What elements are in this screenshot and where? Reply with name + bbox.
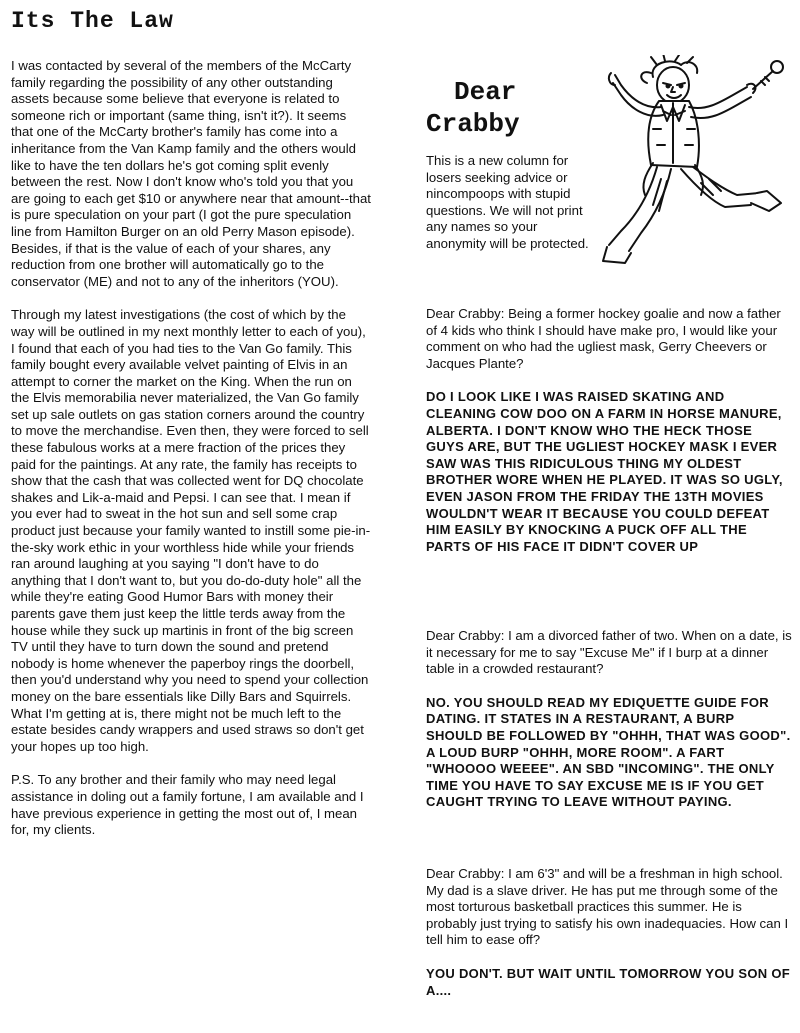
title-line-2: Crabby: [426, 109, 520, 139]
crabby-answer: NO. YOU SHOULD READ MY EDIQUETTE GUIDE FOR DATING. IT STATES IN A RESTAURANT, A BURP SHOULD BE FOLLOWED BY "OHHH, THAT WAS GOOD". A LOUD BURP "OHHH, MORE ROOM". A FART "WHOOOO WEEEE". AN SBD "INCOMING". THE ONLY TIME YOU HAVE TO SAY EXCUSE ME IS IF YOU GET CAUGHT TRYING TO LEAVE WITHOUT PAYING.: [426, 694, 791, 810]
qa-item: [426, 306, 792, 555]
body-paragraph-1: I was contacted by several of the members of the McCarty family regarding the possibility of any other outstanding assets because some believe that everyone is related to someone rich or important (same thing, isn't it?). It seems that one of the McCarty brother's family has come into a inheritance from the Van Kamp family and the others would like to have the ten dollars he's got coming split evenly between the rest. Now I don't know who's told you that you are going to each get $10 or anywhere near that amount--that is pure speculation on your part (I got the pure speculation line from Hamilton Burger on an old Perry Mason episode). Besides, if that is the value of each of your shares, any reduction from one brother will automatically go to the conservator (ME) and not to any of the inheritors (YOU).: [11, 58, 371, 289]
dear-crabby-title: [426, 76, 520, 140]
column-title: Its The Law: [11, 8, 174, 34]
reader-question: Dear Crabby: I am 6'3" and will be a freshman in high school. My dad is a slave driver. He has put me through some of the most torturous basketball practices this summer. He is probably just trying to satisfy his own inadequacies. How can I tell him to ease off?: [426, 866, 789, 948]
qa-item: [426, 866, 792, 999]
column-intro: This is a new column for losers seeking advice or nincompoops with stupid questions. We will not print any names so your anonymity will be protected.: [426, 153, 589, 251]
its-the-law-column: [11, 0, 371, 839]
crabby-answer: DO I LOOK LIKE I WAS RAISED SKATING AND CLEANING COW DOO ON A FARM IN HORSE MANURE, ALBERTA. I DON'T KNOW WHO THE HECK THOSE GUYS ARE, BUT THE UGLIEST HOCKEY MASK I EVER SAW WAS THIS RIDICULOUS THING MY OLDEST BROTHER WORE WHEN HE PLAYED. IT WAS SO UGLY, EVEN JASON FROM THE FRIDAY THE 13TH MOVIES WOULDN'T WEAR IT BECAUSE YOU COULD DEFEAT HIM EASILY BY KNOCKING A PUCK OFF ALL THE PARTS OF HIS FACE IT DIDN'T COVER UP: [426, 389, 783, 554]
reader-question: Dear Crabby: Being a former hockey goalie and now a father of 4 kids who think I should have make pro, I would like your comment on who had the ugliest mask, Gerry Cheevers or Jacques Plante?: [426, 306, 781, 371]
body-paragraph-2: Through my latest investigations (the cost of which by the way will be outlined in my next monthly letter to each of you), I found that each of you had ties to the Van Go family. This family bought every available velvet painting of Elvis in an attempt to corner the market on the King. When the run on the Elvis memorabilia never materialized, the Van Go family set up sale outlets on gas station corners around the country to move the merchandise. Even then, they were forced to sell these fabulous works at a mere fraction of the prices they paid for the paintings. At any rate, the family has receipts to show that the cash that was collected went for DQ chocolate shakes and Lik-a-maid and Pepsi. I can see that. I mean if you ever had to sweat in the hot sun and sell some crap product just because your family wanted to instill some pie-in-the-sky work ethic in your worthless hide while your friends ran around laughing at you saying "I don't have to do anything that I don't want to, but you do-do-duty hole" all the while they're eating Good Humor Bars with money their parents gave them just keep the little terds away from the house while they suck up martinis in front of the big screen TV until they have to turn down the sound and pretend nobody is home whenever the paperboy rings the doorbell, then you'd understand why you need to spend your collection money on the bare essentials like Dilly Bars and Squirrels. What I'm getting at is, there might not be much left to the estate besides candy wrappers and used straws so don't get your hopes up too high.: [11, 307, 371, 754]
crabby-illustration: [601, 55, 791, 295]
crabby-answer: YOU DON'T. BUT WAIT UNTIL TOMORROW YOU SON OF A....: [426, 965, 790, 998]
postscript-paragraph: P.S. To any brother and their family who may need legal assistance in doling out a family fortune, I am available and I have previous experience in getting the most out of, I mean for, my clients.: [11, 772, 364, 838]
title-line-1: Dear: [454, 77, 517, 107]
qa-item: [426, 628, 792, 811]
reader-question: Dear Crabby: I am a divorced father of two. When on a date, is it necessary for me to say "Excuse Me" if I burp at a dinner table in a crowded restaurant?: [426, 628, 792, 677]
